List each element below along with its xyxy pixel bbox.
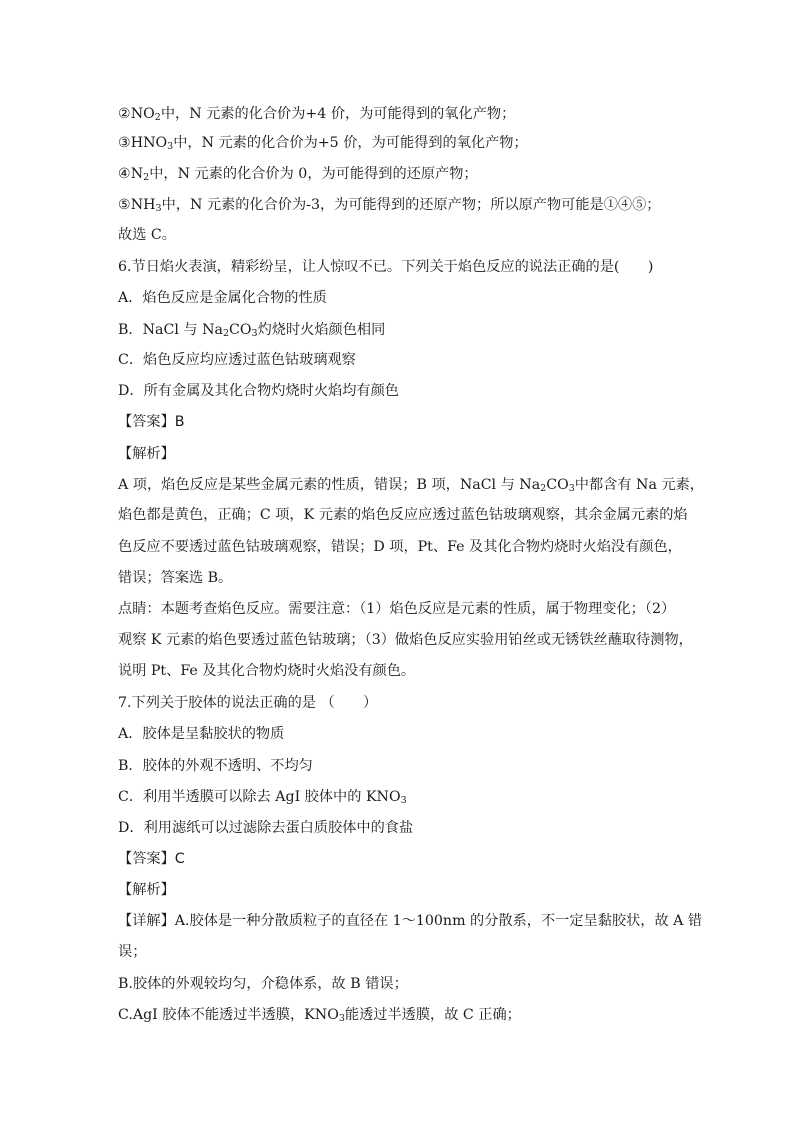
subscript: 3	[167, 141, 174, 152]
text-line	[118, 164, 686, 184]
analysis-text	[118, 475, 704, 495]
text-segment: 故选 C。	[118, 227, 176, 243]
note-text	[118, 630, 693, 650]
subscript: 2	[143, 172, 150, 183]
text-segment: 中，N 元素的化合价为 0，为可能得到的还原产物；	[149, 166, 478, 182]
text-segment: 【解析】	[118, 882, 175, 898]
subscript: 2	[154, 112, 161, 123]
text-segment: B.胶体的外观较均匀，介稳体系，故 B 错误；	[118, 976, 408, 992]
text-segment: 误；	[118, 944, 147, 960]
analysis-text	[118, 568, 686, 588]
option-c	[118, 787, 686, 807]
option-a	[118, 288, 686, 308]
text-segment: C．焰色反应均应透过蓝色钴玻璃观察	[118, 352, 356, 368]
text-segment: 观察 K 元素的焰色要透过蓝色钴玻璃；（3）做焰色反应实验用铂丝或无锈铁丝蘸取待测物，	[118, 632, 693, 648]
text-segment: 7.下列关于胶体的说法正确的是 （ ）	[118, 695, 378, 711]
subscript: 2	[540, 483, 547, 494]
text-segment: 中都含有 Na 元素，	[574, 477, 704, 493]
subscript: 3	[400, 795, 407, 806]
subscript: 3	[338, 1013, 345, 1024]
subscript: 2	[222, 328, 230, 339]
text-segment: CO	[546, 477, 569, 493]
analysis-label	[118, 444, 686, 464]
option-d	[118, 818, 686, 838]
text-segment: CO	[229, 322, 252, 338]
text-line	[118, 133, 686, 153]
subscript: 3	[568, 483, 575, 494]
question-stem	[118, 693, 686, 713]
analysis-text	[118, 1005, 686, 1025]
text-segment: 灼烧时火焰颜色相同	[257, 322, 386, 338]
analysis-text	[118, 505, 686, 525]
text-segment: 能透过半透膜，故 C 正确；	[344, 1007, 521, 1023]
analysis-text	[118, 974, 686, 994]
analysis-text	[118, 911, 703, 931]
analysis-label	[118, 880, 686, 900]
option-a	[118, 724, 686, 744]
text-segment: D．利用滤纸可以过滤除去蛋白质胶体中的食盐	[118, 820, 414, 836]
text-line	[118, 195, 686, 215]
option-b	[118, 320, 686, 340]
text-segment: A．胶体是呈黏胶状的物质	[118, 726, 285, 742]
text-segment: 点睛：本题考查焰色反应。需要注意：（1）焰色反应是元素的性质，属于物理变化；（2）	[118, 601, 676, 617]
note-text	[118, 599, 686, 619]
text-segment: ④N	[118, 166, 144, 182]
text-segment: 【解析】	[118, 446, 175, 462]
answer-label	[118, 412, 686, 432]
text-segment: A 项，焰色反应是某些金属元素的性质，错误；B 项，NaCl 与 Na	[118, 477, 541, 493]
text-segment: ⑤NH	[118, 197, 156, 213]
text-segment: 【答案】B	[118, 414, 185, 430]
text-segment: D．所有金属及其化合物灼烧时火焰均有颜色	[118, 383, 399, 399]
text-segment: 中，N 元素的化合价为+5 价，为可能得到的氧化产物；	[173, 135, 528, 151]
analysis-text	[118, 942, 686, 962]
text-line	[118, 225, 686, 245]
answer-label	[118, 849, 686, 869]
question-stem	[118, 257, 686, 277]
text-segment: 【答案】C	[118, 851, 185, 867]
text-segment: B．胶体的外观不透明、不均匀	[118, 758, 313, 774]
text-segment: C．利用半透膜可以除去 AgI 胶体中的 KNO	[118, 789, 401, 805]
subscript: 3	[251, 328, 258, 339]
text-segment: 中，N 元素的化合价为+4 价，为可能得到的氧化产物；	[160, 106, 516, 122]
text-segment: 说明 Pt、Fe 及其化合物灼烧时火焰没有颜色。	[118, 663, 416, 679]
text-segment: 中，N 元素的化合价为-3，为可能得到的还原产物；所以原产物可能是①④⑤；	[161, 197, 661, 213]
text-segment: 色反应不要透过蓝色钴玻璃观察，错误；D 项，Pt、Fe 及其化合物灼烧时火焰没有颜色，	[118, 539, 682, 555]
text-segment: 焰色都是黄色，正确；C 项，K 元素的焰色反应应透过蓝色钴玻璃观察，其余金属元素的焰	[118, 507, 688, 523]
text-segment: 6.节日焰火表演，精彩纷呈，让人惊叹不已。下列关于焰色反应的说法正确的是( )	[118, 259, 654, 275]
note-text	[118, 661, 686, 681]
text-segment: B．NaCl 与 Na	[118, 322, 223, 338]
text-segment: A．焰色反应是金属化合物的性质	[118, 290, 327, 306]
text-segment: 【详解】A.胶体是一种分散质粒子的直径在 1～100nm 的分散系，不一定呈黏胶状，故 A 错	[118, 913, 703, 929]
analysis-text	[118, 537, 686, 557]
subscript: 3	[155, 203, 162, 214]
option-d	[118, 381, 686, 401]
text-segment: 错误；答案选 B。	[118, 570, 233, 586]
text-line	[118, 104, 686, 124]
text-segment: C.AgI 胶体不能透过半透膜，KNO	[118, 1007, 339, 1023]
option-b	[118, 756, 686, 776]
text-segment: ③HNO	[118, 135, 168, 151]
text-segment: ②NO	[118, 106, 155, 122]
option-c	[118, 350, 686, 370]
